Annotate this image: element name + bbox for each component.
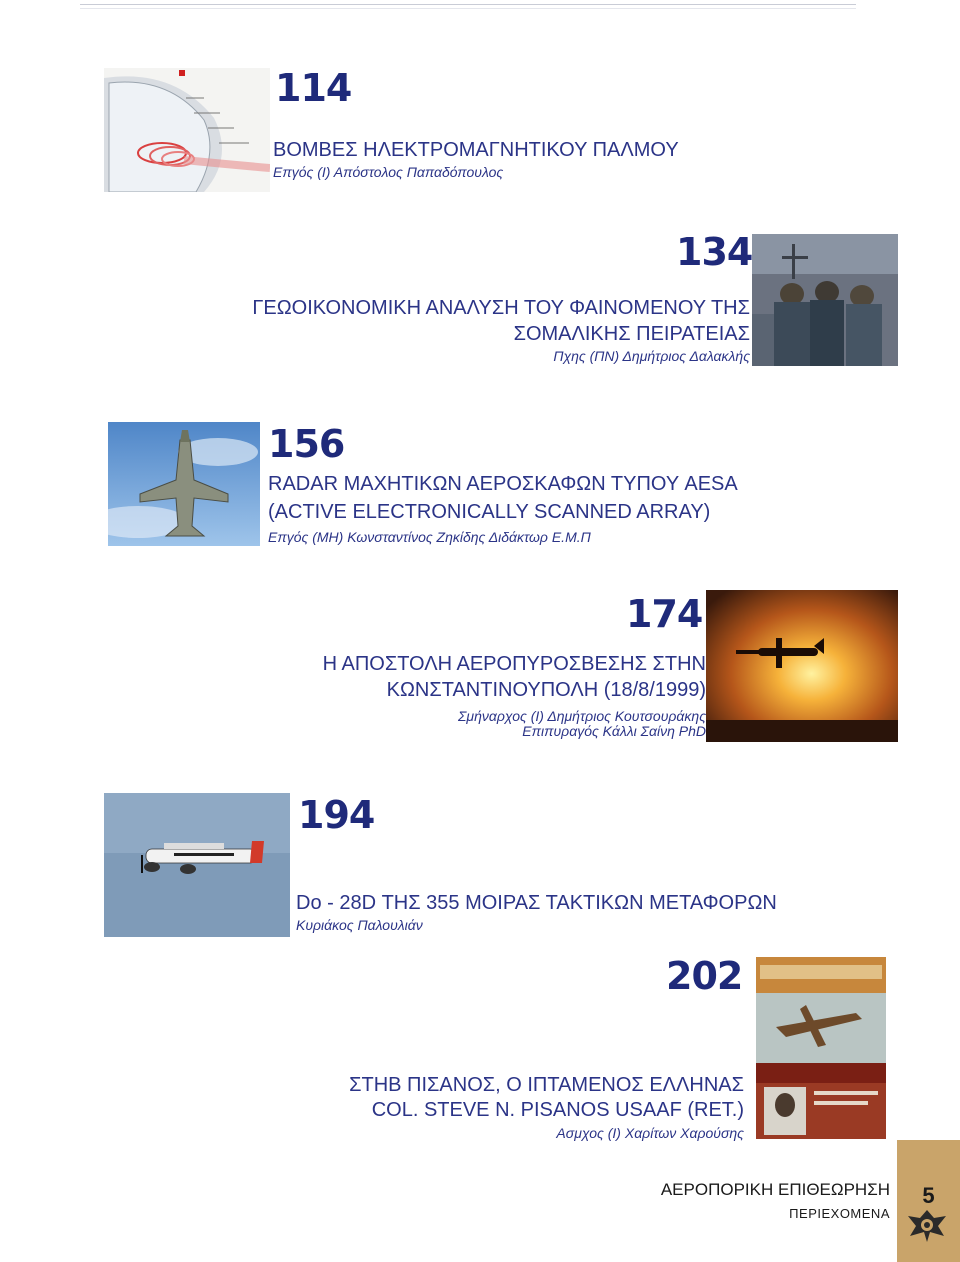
fighter-jet-photo: [108, 422, 260, 546]
article-author: Επγός (ΜΗ) Κωνσταντίνος Ζηκίδης Διδάκτωρ Ε.Μ.Π: [268, 529, 591, 545]
book-cover-image: [756, 957, 886, 1139]
article-title: ΒΟΜΒΕΣ ΗΛΕΚΤΡΟΜΑΓΝΗΤΙΚΟΥ ΠΑΛΜΟΥ: [273, 139, 679, 161]
article-title: RADAR ΜΑΧΗΤΙΚΩΝ ΑΕΡΟΣΚΑΦΩΝ ΤΥΠΟΥ AESA: [268, 473, 738, 495]
header-rule-secondary: [80, 8, 856, 9]
page-number: 194: [298, 793, 375, 837]
page-number: 174: [626, 592, 703, 636]
page-number: 114: [275, 66, 352, 110]
magazine-name: ΑΕΡΟΠΟΡΙΚΗ ΕΠΙΘΕΩΡΗΣΗ: [660, 1180, 890, 1199]
section-name: ΠΕΡΙΕΧΟΜΕΝΑ: [789, 1206, 890, 1221]
emp-bomb-diagram-image: [104, 68, 270, 192]
page-number: 202: [666, 954, 743, 998]
article-title-line-2: COL. STEVE N. PISANOS USAAF (RET.): [371, 1099, 744, 1121]
article-title: ΓΕΩΟΙΚΟΝΟΜΙΚΗ ΑΝΑΛΥΣΗ ΤΟΥ ΦΑΙΝΟΜΕΝΟΥ ΤΗΣ: [252, 297, 750, 319]
firefighting-plane-sunset-photo: [706, 590, 898, 742]
article-author: Κυριάκος Παλουλιάν: [296, 917, 423, 933]
article-author: Επγός (Ι) Απόστολος Παπαδόπουλος: [273, 164, 504, 180]
air-force-emblem-icon: [906, 1208, 948, 1244]
page-number: 134: [676, 230, 753, 274]
do-28d-aircraft-photo: [104, 793, 290, 937]
page-number-footer: 5: [922, 1183, 935, 1208]
article-author: Πχης (ΠΝ) Δημήτριος Δαλακλής: [553, 348, 750, 364]
pirates-photo: [752, 234, 898, 366]
article-title: ΣΤΗΒ ΠΙΣΑΝΟΣ, Ο ΙΠΤΑΜΕΝΟΣ ΕΛΛΗΝΑΣ: [349, 1074, 744, 1096]
article-author: Ασμχος (Ι) Χαρίτων Χαρούσης: [556, 1125, 744, 1141]
article-title-line-2: ΣΟΜΑΛΙΚΗΣ ΠΕΙΡΑΤΕΙΑΣ: [513, 323, 750, 345]
article-author: Σμήναρχος (Ι) Δημήτριος Κουτσουράκης: [458, 708, 706, 724]
page-number: 156: [268, 422, 345, 466]
article-title: Do - 28D ΤΗΣ 355 ΜΟΙΡΑΣ ΤΑΚΤΙΚΩΝ ΜΕΤΑΦΟΡΩΝ: [296, 892, 777, 914]
article-title-line-2: (ACTIVE ELECTRONICALLY SCANNED ARRAY): [268, 501, 711, 523]
header-rule: [80, 4, 856, 5]
article-title: Η ΑΠΟΣΤΟΛΗ ΑΕΡΟΠΥΡΟΣΒΕΣΗΣ ΣΤΗΝ: [322, 653, 706, 675]
article-title-line-2: ΚΩΝΣΤΑΝΤΙΝΟΥΠΟΛΗ (18/8/1999): [386, 679, 706, 701]
article-author-2: Επιπυραγός Κάλλι Σαίνη PhD: [522, 723, 706, 739]
